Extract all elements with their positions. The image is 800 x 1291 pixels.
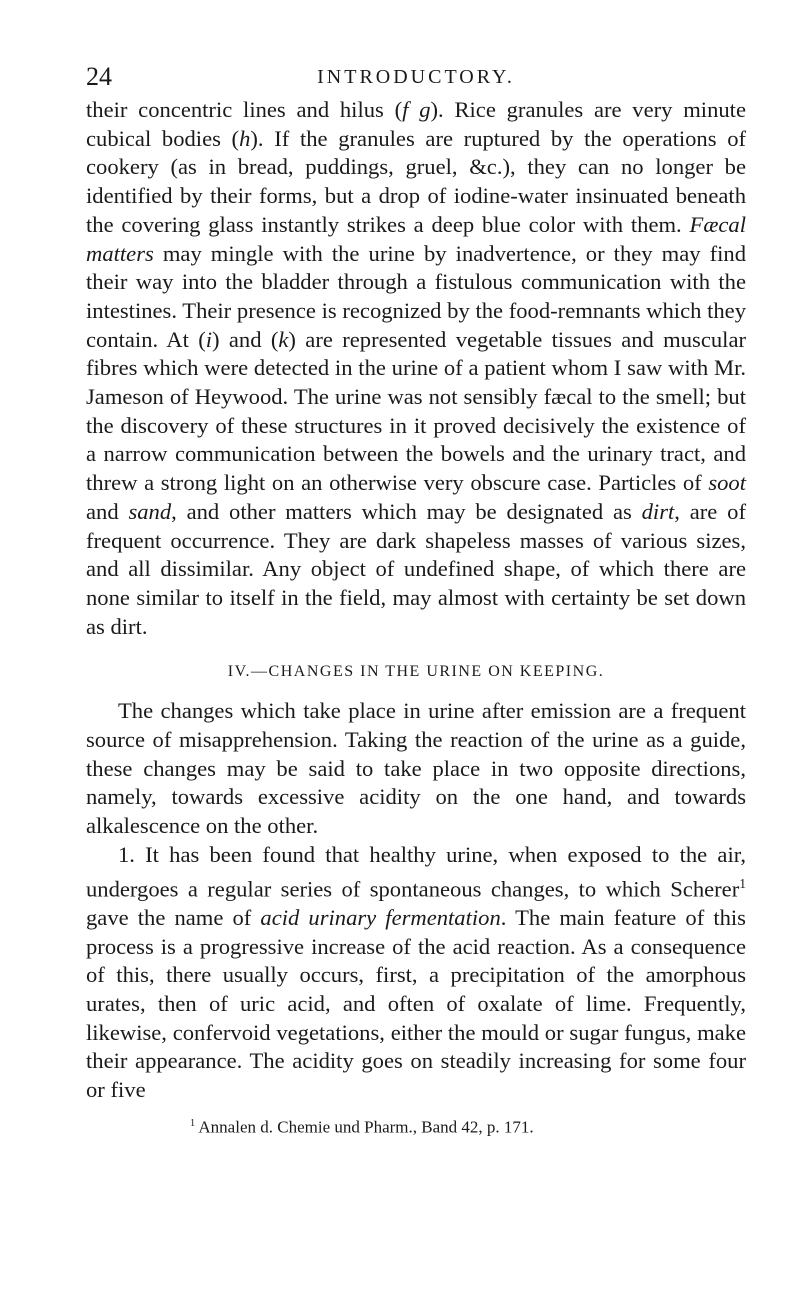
text-run: their concentric lines and hilus ( [86,97,403,122]
italic-text: acid urinary fermentation [260,904,501,930]
text-run: ) and ( [212,326,279,352]
footnote-text: Annalen d. Chemie und Pharm., Band 42, p. 171. [198,1117,534,1137]
text-run: ) are represented vegetable tissues and muscular fibres which were detected in the urine of a patient whom I saw with Mr. Jameson of Heywood. The urine was not sensibly fæcal to the smell; but the discovery of these structures in it proved decisively the existence of a narrow communication between the bowels and the urinary tract, and threw a strong light on an otherwise very obscure case. Particles of [86,326,747,496]
italic-text: h [239,125,251,151]
italic-text: dirt [641,498,675,524]
paragraph [86,841,746,1105]
text-run: ). If the granules are ruptured by the operations of cookery (as in bread, puddings, gruel, &c.), they can no longer be identified by their forms, but a drop of iodine-water insinuated beneath the covering glass instantly strikes a deep blue color with them. [86,125,747,237]
text-run: ). Rice granules are very minute cubical bodies ( [86,97,746,151]
text-run: . The main feature of this process is a progressive increase of the acid reaction. As a consequence of this, there usually occurs, first, a precipitation of the amorphous urates, then of uric acid, and often of oxalate of lime. Frequently, likewise, confervoid vegetations, either the mould or sugar fungus, make their appearance. The acidity goes on steadily increasing for some four or five [86,904,746,1103]
page-number: 24 [86,62,112,91]
italic-text: k [278,326,289,352]
paragraph [86,96,746,641]
text-run: 1. It has been found that healthy urine, when exposed to the air, undergoes a regular series of spontaneous changes, to which Scherer [86,841,746,902]
italic-text: i [205,326,213,352]
page-header [86,62,746,96]
text-run: may mingle with the urine by inadvertence, or they may find their way into the bladder through a fistulous communication with the intestines. Their presence is recognized by the food-remnants which they contain. At ( [86,240,746,352]
text-run: and [86,498,129,524]
italic-text: f g [402,97,431,122]
footnote-reference: 1 [739,875,746,891]
footnote-marker: 1 [190,1117,196,1129]
page [86,62,746,1138]
italic-text: sand [128,498,172,524]
paragraph [86,697,746,841]
body-text-after-section [86,697,746,1104]
text-run: gave the name of [86,904,261,930]
text-run: The changes which take place in urine after emission are a frequent source of misapprehension. Taking the reaction of the urine as a guide, these changes may be said to take place in two opposite directions, namely, towards excessive acidity on the one hand, and towards alkalescence on the other. [86,698,746,839]
italic-text: Fæcal matters [86,211,746,266]
text-run: , and other matters which may be designated as [171,498,642,524]
section-heading: IV.—CHANGES IN THE URINE ON KEEPING. [227,663,605,681]
body-text-before-section [86,96,746,641]
text-run: , are of frequent occurrence. They are dark shapeless masses of various sizes, and all dissimilar. Any object of undefined shape, of which there are none similar to itself in the field, may almost with certainty be set down as dirt. [86,498,746,639]
italic-text: soot [708,470,746,496]
footnote [86,1113,746,1139]
running-head: INTRODUCTORY. [317,66,515,88]
